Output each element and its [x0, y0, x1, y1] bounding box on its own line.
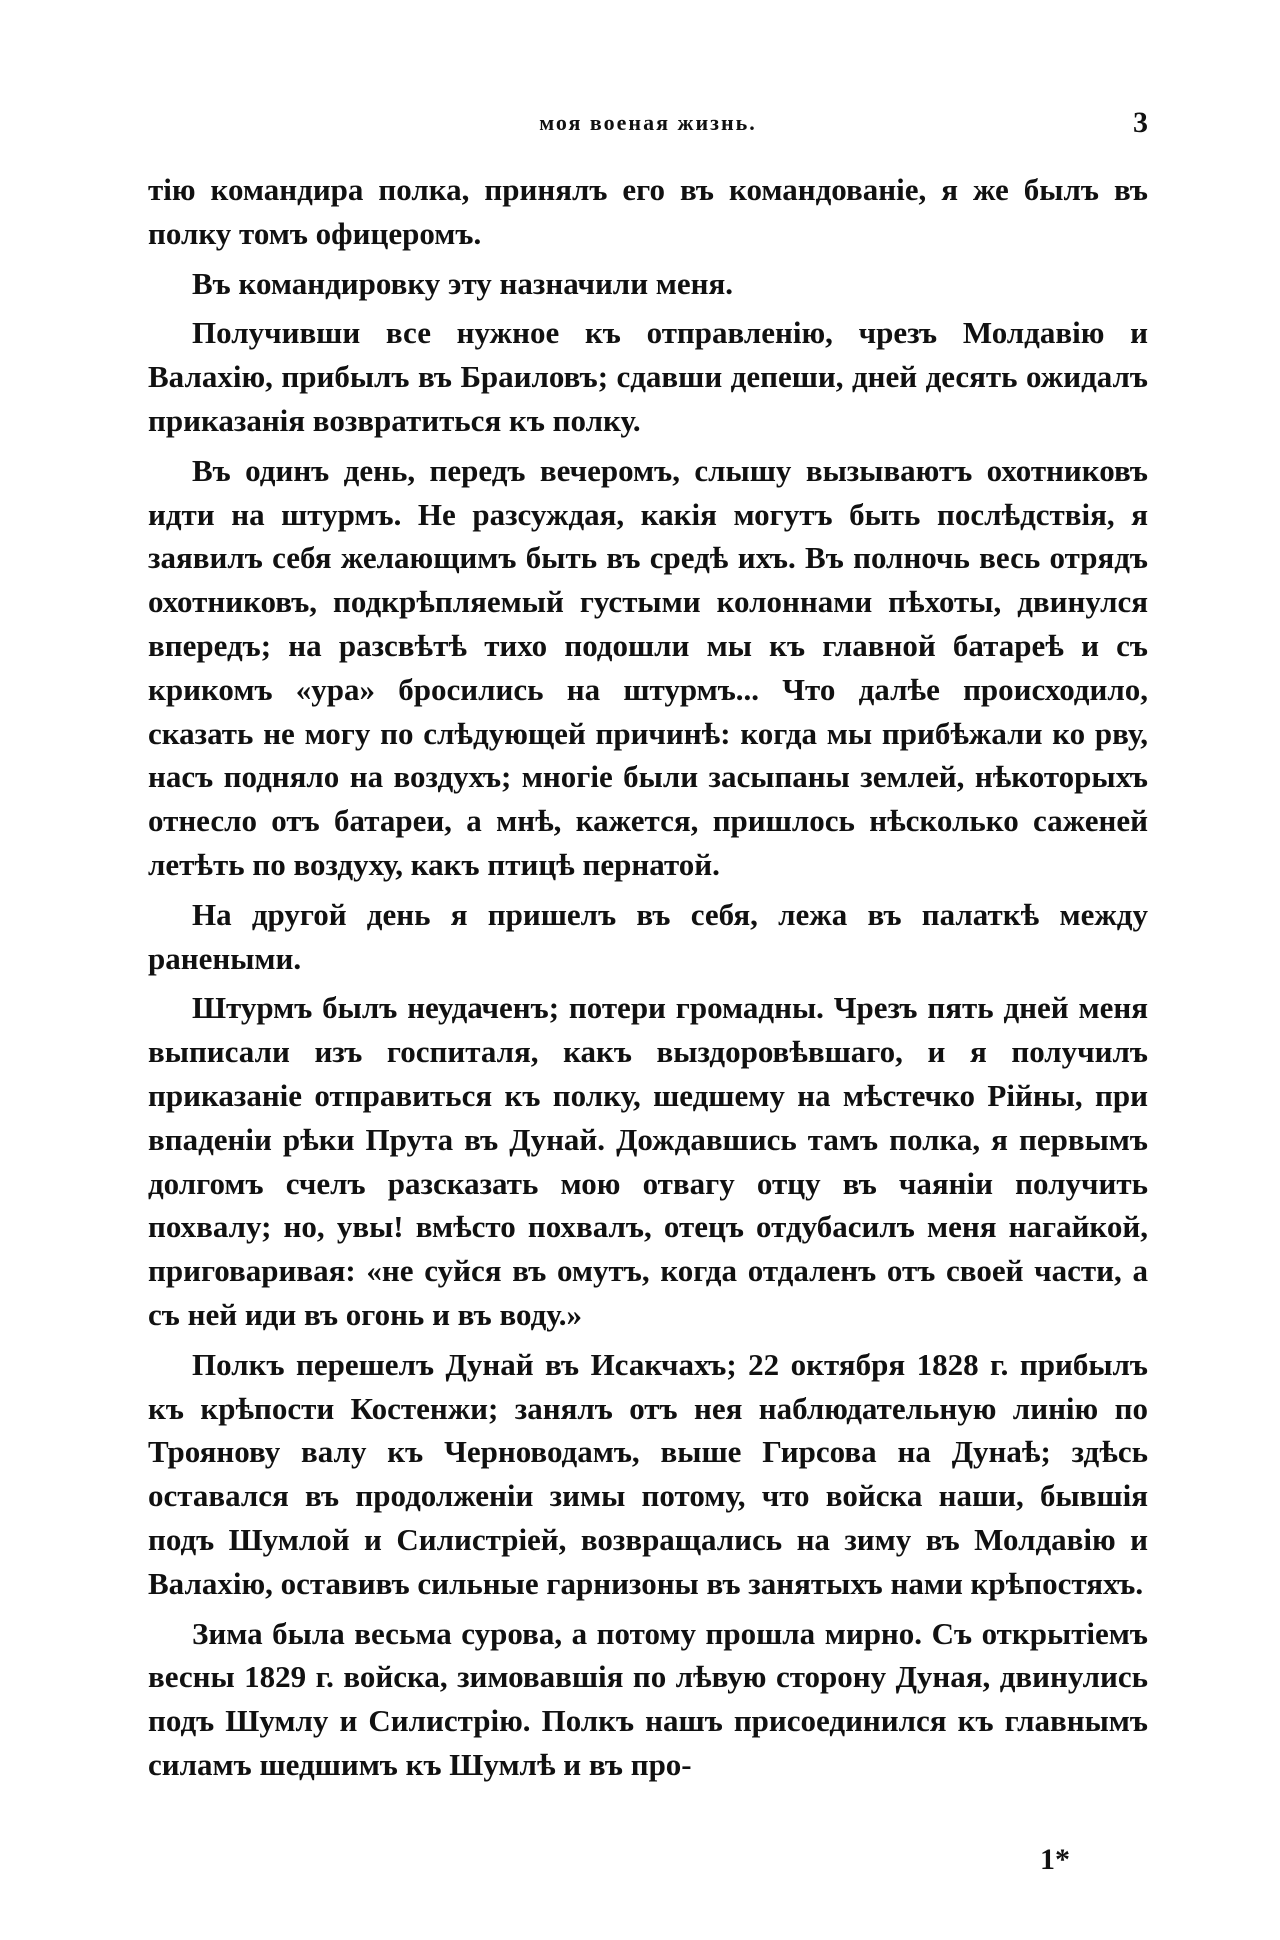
body-text — [148, 168, 1148, 1793]
paragraph-5: На другой день я пришелъ въ себя, лежа въ палаткѣ между ранеными. — [148, 896, 1148, 976]
paragraph-4: Въ одинъ день, передъ вечеромъ, слышу вызываютъ охотниковъ идти на штурмъ. Не разсуждая, какія могутъ быть послѣдствія, я заявилъ себя желающимъ быть въ средѣ ихъ. Въ полночь весь отрядъ охотниковъ, подкрѣпляемый густыми колоннами пѣхоты, двинулся впередъ; на разсвѣтѣ тихо подошли мы къ главной батареѣ и съ крикомъ «ура» бросились на штурмъ... Что далѣе происходило, сказать не могу по слѣдующей причинѣ: когда мы прибѣжали ко рву, насъ подняло на воздухъ; многіе были засыпаны землей, нѣкоторыхъ отнесло отъ батареи, а мнѣ, кажется, пришлось нѣсколько саженей летѣть по воздуху, какъ птицѣ пернатой. — [148, 452, 1148, 882]
paragraph-6: Штурмъ былъ неудаченъ; потери громадны. Чрезъ пять дней меня выписали изъ госпиталя, какъ выздоровѣвшаго, и я получилъ приказаніе отправиться къ полку, шедшему на мѣстечко Рійны, при впаденіи рѣки Прута въ Дунай. Дождавшись тамъ полка, я первымъ долгомъ счелъ разсказать мою отвагу отцу въ чаяніи получить похвалу; но, увы! вмѣсто похвалъ, отецъ отдубасилъ меня нагайкой, приговаривая: «не суйся въ омутъ, когда отдаленъ отъ своей части, а съ ней иди въ огонь и въ воду.» — [148, 990, 1148, 1332]
paragraph-8: Зима была весьма сурова, а потому прошла мирно. Съ открытіемъ весны 1829 г. войска, зимовавшія по лѣвую сторону Дуная, двинулись подъ Шумлу и Силистрію. Полкъ нашъ присоединился къ главнымъ силамъ шедшимъ къ Шумлѣ и въ про- — [148, 1615, 1148, 1782]
signature-mark: 1* — [1040, 1843, 1070, 1876]
paragraph-2: Въ командировку эту назначили меня. — [192, 265, 734, 301]
paragraph-3: Получивши все нужное къ отправленію, чрезъ Молдавію и Валахію, прибылъ въ Браиловъ; сдавши депеши, дней десять ожидалъ приказанія возвратиться къ полку. — [148, 315, 1148, 438]
running-title: моя военая жизнь. — [539, 110, 757, 135]
page-number: 3 — [1133, 106, 1148, 139]
paragraph-1: тію командира полка, принялъ его въ командованіе, я же былъ въ полку томъ офицеромъ. — [148, 172, 1148, 251]
page-header — [148, 106, 1148, 140]
paragraph-7: Полкъ перешелъ Дунай въ Исакчахъ; 22 октября 1828 г. прибылъ къ крѣпости Костенжи; занялъ отъ нея наблюдательную линію по Троянову валу къ Черноводамъ, выше Гирсова на Дунаѣ; здѣсь оставался въ продолженіи зимы потому, что войска наши, бывшія подъ Шумлой и Силистріей, возвращались на зиму въ Молдавію и Валахію, оставивъ сильные гарнизоны въ занятыхъ нами крѣпостяхъ. — [148, 1346, 1148, 1601]
